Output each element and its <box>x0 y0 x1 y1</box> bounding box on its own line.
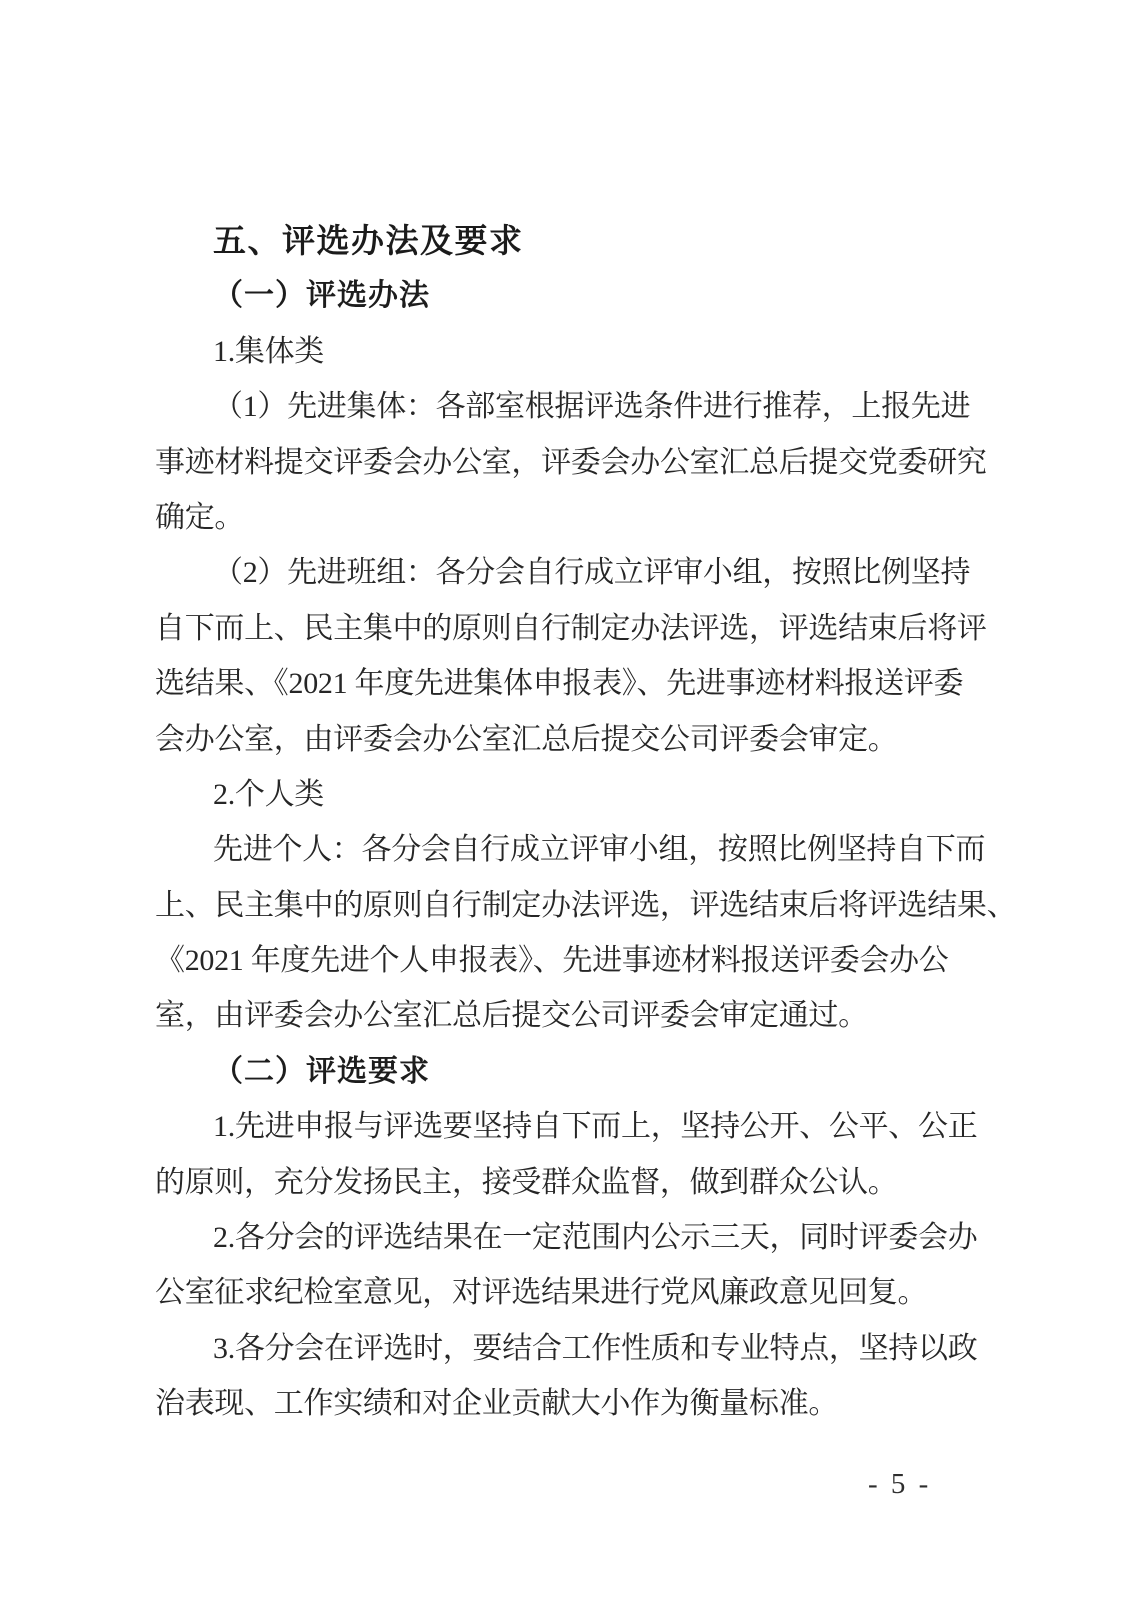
paragraph <box>155 1321 985 1432</box>
text-line: 事迹材料提交评委会办公室，评委会办公室汇总后提交党委研究 <box>155 445 987 479</box>
text-line: 上、民主集中的原则自行制定办法评选，评选结束后将评选结果、 <box>155 888 1017 922</box>
text-line: （1）先进集体：各部室根据评选条件进行推荐，上报先进 <box>213 390 971 424</box>
text-line: 选结果、《2021 年度先进集体申报表》、先进事迹材料报送评委 <box>155 667 964 701</box>
text-line: 3.各分会在评选时，要结合工作性质和专业特点，坚持以政 <box>213 1331 978 1365</box>
document-body <box>155 213 1017 1432</box>
text-line: 会办公室，由评委会办公室汇总后提交公司评委会审定。 <box>155 722 898 756</box>
text-line: 《2021 年度先进个人申报表》、先进事迹材料报送评委会办公 <box>155 944 949 978</box>
paragraph <box>155 1210 985 1321</box>
text-line: 室，由评委会办公室汇总后提交公司评委会审定通过。 <box>155 999 868 1033</box>
paragraph <box>155 822 1017 1044</box>
text-line: （2）先进班组：各分会自行成立评审小组，按照比例坚持 <box>213 556 971 590</box>
section-heading: 五、评选办法及要求 <box>213 222 524 259</box>
subsection-heading: （一）评选办法 <box>213 279 430 313</box>
item-heading: 1.集体类 <box>213 334 324 368</box>
text-line: 先进个人：各分会自行成立评审小组，按照比例坚持自下而 <box>213 833 986 867</box>
paragraph <box>155 1099 985 1210</box>
text-line: 2.各分会的评选结果在一定范围内公示三天，同时评委会办 <box>213 1221 978 1255</box>
text-line: 治表现、工作实绩和对企业贡献大小作为衡量标准。 <box>155 1387 839 1421</box>
text-line: 1.先进申报与评选要坚持自下而上，坚持公开、公平、公正 <box>213 1110 978 1144</box>
text-line: 公室征求纪检室意见，对评选结果进行党风廉政意见回复。 <box>155 1276 928 1310</box>
paragraph <box>155 545 985 767</box>
text-line: 确定。 <box>155 500 245 534</box>
subsection-heading: （二）评选要求 <box>213 1054 430 1088</box>
text-line: 的原则，充分发扬民主，接受群众监督，做到群众公认。 <box>155 1165 898 1199</box>
paragraph <box>155 379 985 545</box>
item-heading: 2.个人类 <box>213 777 324 811</box>
text-line: 自下而上、民主集中的原则自行制定办法评选，评选结束后将评 <box>155 611 987 645</box>
page-number: - 5 - <box>868 1468 932 1500</box>
